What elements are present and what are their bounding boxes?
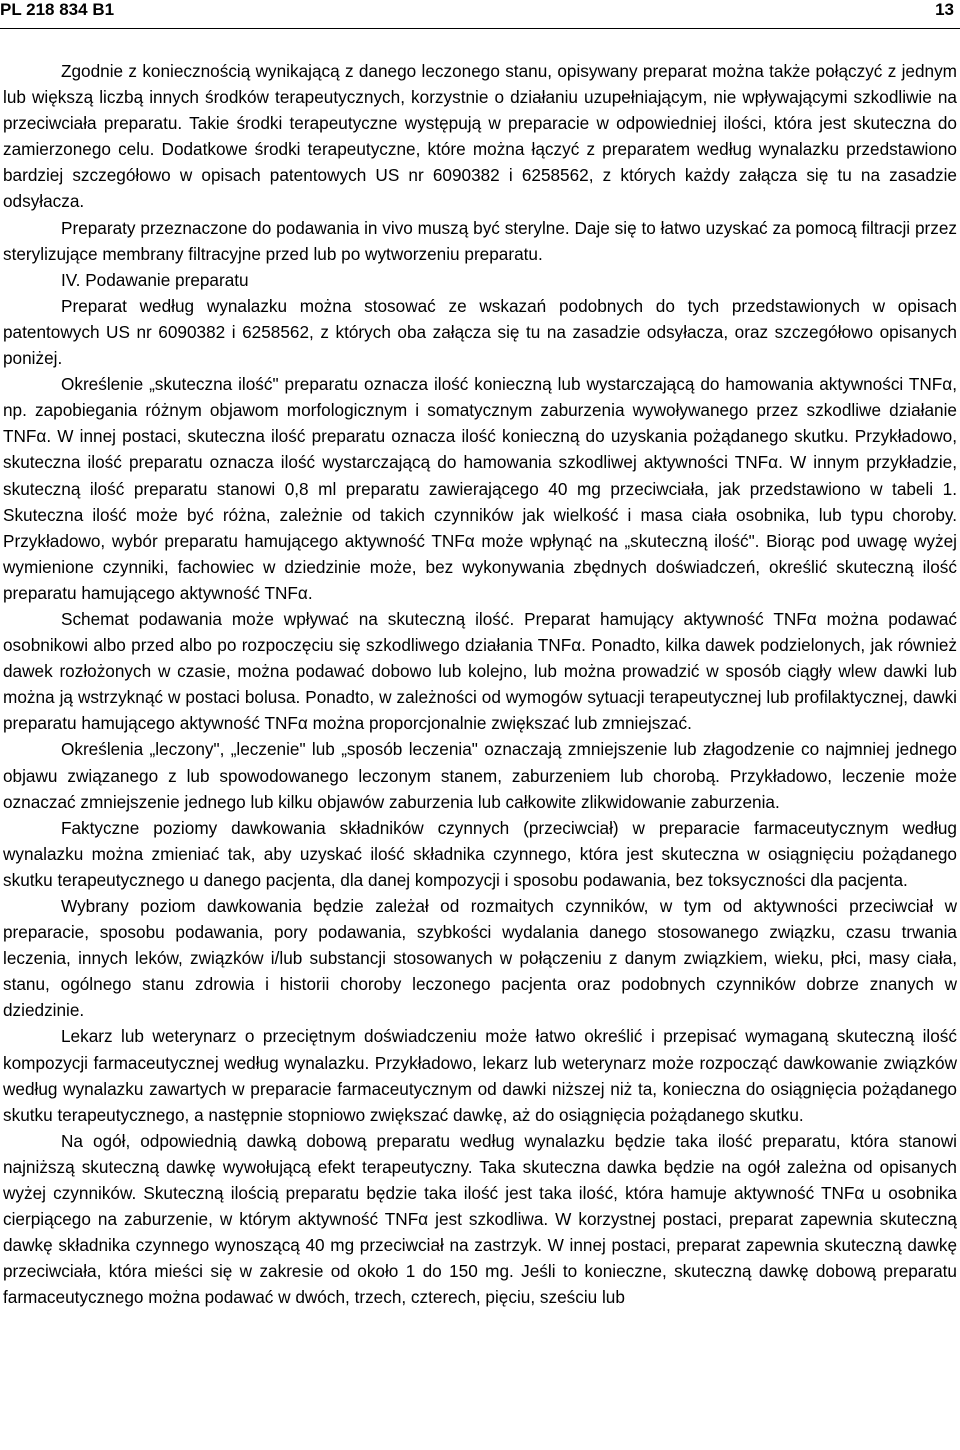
paragraph-effective-amount: Określenie „skuteczna ilość" preparatu oznacza ilość konieczną lub wystarczającą do hamowania aktywności TNFα, np. zapobiegania różnym objawom morfologicznym i somatycznym zaburzenia wywoływanego przez szkodliwe działanie TNFα. W innej postaci, skuteczna ilość preparatu oznacza ilość konieczną do uzyskania pożądanego skutku. Przykładowo, skuteczna ilość preparatu oznacza ilość wystarczającą do hamowania szkodliwej aktywności TNFα. W innym przykładzie, skuteczną ilość preparatu stanowi 0,8 ml preparatu zawierającego 40 mg przeciwciała, jak przedstawiono w tabeli 1. Skuteczna ilość może być różna, zależnie od takich czynników jak wielkość i masa ciała osobnika, lub typu choroby. Przykładowo, wybór preparatu hamującego aktywność TNFα może wpłynąć na „skuteczną ilość". Biorąc pod uwagę wyżej wymienione czynniki, fachowiec w dziedzinie może, bez wykonywania zbędnych doświadczeń, określić skuteczną ilość preparatu hamującego aktywność TNFα.	[3, 374, 957, 603]
paragraph-dosage-levels: Faktyczne poziomy dawkowania składników czynnych (przeciwciał) w preparacie farmaceutycznym według wynalazku można zmieniać tak, aby uzyskać ilość składnika czynnego, która jest skuteczna w osiągnięciu pożądanego skutku terapeutycznego u danego pacjenta, dla danej kompozycji i sposobu podawania, bez toksyczności dla pacjenta.	[3, 817, 957, 890]
page-header	[0, 0, 960, 29]
paragraph-treatment-definition: Określenia „leczony", „leczenie" lub „sposób leczenia" oznaczają zmniejszenie lub złagodzenie co najmniej jednego objawu związanego z lub spowodowanego leczonym stanem, zaburzeniem lub chorobą. Przykładowo, leczenie może oznaczać zmniejszenie jednego lub kilku objawów zaburzenia lub całkowite zlikwidowanie zaburzenia.	[3, 739, 957, 812]
body-text	[3, 58, 957, 1311]
document-id: PL 218 834 B1	[0, 0, 115, 19]
paragraph-sterility: Preparaty przeznaczone do podawania in vivo muszą być sterylne. Daje się to łatwo uzyskać za pomocą filtracji przez sterylizujące membrany filtracyjne przed lub po wytworzeniu preparatu.	[3, 217, 957, 264]
paragraph-indications: Preparat według wynalazku można stosować ze wskazań podobnych do tych przedstawionych w opisach patentowych US nr 6090382 i 6258562, z których oba załącza się tu na zasadzie odsyłacza, oraz szczegółowo opisanych poniżej.	[3, 295, 957, 369]
paragraph-physician-dosing: Lekarz lub weterynarz o przeciętnym doświadczeniu może łatwo określić i przepisać wymaganą skuteczną ilość kompozycji farmaceutycznej według wynalazku. Przykładowo, lekarz lub weterynarz może rozpocząć dawkowanie związków według wynalazku zawartych w preparacie farmaceutycznym od dawki niższej niż ta, konieczna do osiągnięcia pożądanego skutku terapeutycznego, a następnie stopniowo zwiększać dawkę, aż do osiągnięcia pożądanego skutku.	[3, 1026, 957, 1125]
section-heading-administration: IV. Podawanie preparatu	[61, 269, 249, 290]
paragraph-combination-therapy: Zgodnie z koniecznością wynikającą z danego leczonego stanu, opisywany preparat można także połączyć z jednym lub większą liczbą innych środków terapeutycznych, korzystnie o działaniu uzupełniającym, nie wpływającymi szkodliwie na przeciwciała preparatu. Takie środki terapeutyczne występują w preparacie w odpowiedniej ilości, która jest skuteczna do zamierzonego celu. Dodatkowe środki terapeutyczne, które można łączyć z preparatem według wynalazku przedstawiono bardziej szczegółowo w opisach patentowych US nr 6090382 i 6258562, z których każdy załącza się tu na zasadzie odsyłacza.	[3, 61, 957, 212]
paragraph-daily-dose: Na ogół, odpowiednią dawką dobową preparatu według wynalazku będzie taka ilość preparatu, która stanowi najniższą skuteczną dawkę wywołującą efekt terapeutyczny. Taka skuteczna dawka będzie na ogół zależna od opisanych wyżej czynników. Skuteczną ilością preparatu będzie taka ilość jest taka ilość, która hamuje aktywność TNFα u osobnika cierpiącego na zaburzenie, w którym aktywność TNFα jest szkodliwa. W korzystnej postaci, preparat zapewnia skuteczną dawkę składnika czynnego wynoszącą 40 mg przeciwciał na zastrzyk. W innej postaci, preparat zapewnia skuteczną dawkę przeciwciała, która mieści się w zakresie od około 1 do 150 mg. Jeśli to konieczne, skuteczną dawkę dobową preparatu farmaceutycznego można podawać w dwóch, trzech, czterech, pięciu, sześciu lub	[3, 1130, 957, 1308]
paragraph-dosage-factors: Wybrany poziom dawkowania będzie zależał od rozmaitych czynników, w tym od aktywności przeciwciał w preparacie, sposobu podawania, pory podawania, szybkości wydalania danego stosowanego związku, czasu trwania leczenia, innych leków, związków i/lub substancji stosowanych w połączeniu z danym związkiem, wieku, płci, masy ciała, stanu, ogólnego stanu zdrowia i historii choroby leczonego pacjenta oraz podobnych czynników dobrze znanych w dziedzinie.	[3, 896, 957, 1021]
paragraph-dosing-schedule: Schemat podawania może wpływać na skuteczną ilość. Preparat hamujący aktywność TNFα można podawać osobnikowi albo przed albo po rozpoczęciu się szkodliwego działania TNFα. Ponadto, kilka dawek podzielonych, jak również dawek rozłożonych w czasie, można podawać dobowo lub kolejno, lub można prowadzić w sposób ciągły wlew dawki lub można ją wstrzyknąć w postaci bolusa. Ponadto, w zależności od wymogów sytuacji terapeutycznej lub profilaktycznej, dawki preparatu hamującego aktywność TNFα można proporcjonalnie zwiększać lub zmniejszać.	[3, 608, 957, 734]
page-number: 13	[935, 0, 954, 19]
